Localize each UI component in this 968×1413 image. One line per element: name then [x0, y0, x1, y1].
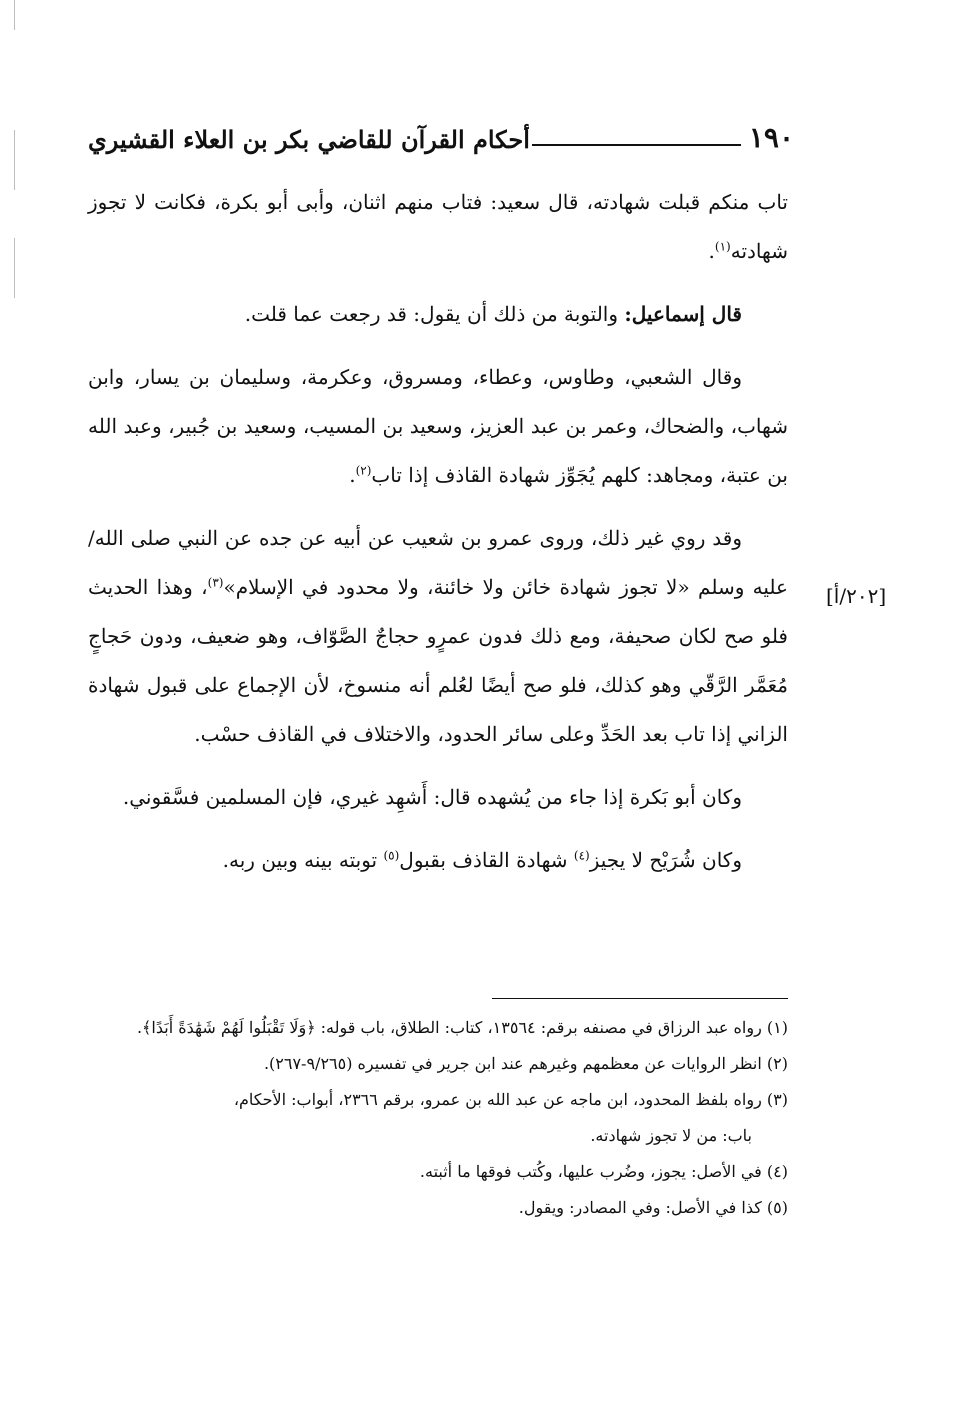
scan-edge-line — [14, 238, 15, 298]
paragraph-text: . — [708, 239, 715, 263]
paragraph-text: شهادة القاذف بقبول — [399, 848, 574, 872]
footnote-ref: (٤) — [573, 848, 590, 863]
footnote: (١) رواه عبد الرزاق في مصنفه برقم: ١٣٥٦٤، كتاب: الطلاق، باب قوله: ﴿وَلَا تَقْبَلُوا لَهُمْ شَهَٰدَةً أَبَدًا﴾. — [136, 1018, 788, 1037]
paragraph — [88, 836, 788, 885]
running-title: أحكام القرآن للقاضي بكر بن العلاء القشيري — [88, 125, 530, 154]
footnote-separator — [492, 998, 788, 999]
header-rule — [532, 144, 741, 146]
scan-edge-line — [14, 0, 15, 30]
footnote-continuation: باب: من لا تجوز شهادته. — [590, 1126, 752, 1145]
footnote: (٤) في الأصل: يجوز، وضُرب عليها، وكُتب فوقها ما أثبته. — [419, 1162, 788, 1181]
paragraph — [88, 353, 788, 500]
footnote: (٢) انظر الروايات عن معظمهم وغيرهم عند ابن جرير في تفسيره (٩/٢٦٥-٢٦٧). — [263, 1054, 788, 1073]
paragraph-text: وكان أبو بَكرة إذا جاء من يُشهده قال: أَشهِد غيري، فإن المسلمين فسَّقوني. — [122, 785, 742, 809]
footnote-ref: (١) — [714, 239, 731, 254]
page-header — [88, 112, 794, 152]
manuscript-folio-marker: [٢٠٢/أ] — [826, 584, 887, 608]
paragraph — [88, 290, 788, 339]
page-number: ١٩٠ — [748, 121, 794, 154]
paragraph-text: ، وهذا الحديث فلو صح لكان صحيفة، ومع ذلك فدون عمرٍو حجاجٌ الصَّوّاف، وهو ضعيف، ودون حَجاجٍ مُعَمَّر الرَّقّي وهو كذلك، فلو صح أيضًا لعُلم أنه منسوخ، لأن الإجماع على قبول شهادة الزاني إذا تاب بعد الحَدِّ وعلى سائر الحدود، والاختلاف في القاذف حسْب. — [88, 575, 788, 746]
paragraph — [88, 178, 788, 276]
footnote: (٥) كذا في الأصل: وفي المصادر: ويقول. — [518, 1198, 788, 1217]
paragraph-text: وقد روي غير ذلك، وروى عمرو بن شعيب عن أبيه عن جده عن النبي صلى الله/ عليه وسلم «لا تجوز شهادة خائن ولا خائنة، ولا محدود في الإسلام» — [88, 526, 788, 599]
footnote-ref: (٥) — [383, 848, 400, 863]
paragraph-text: وكان شُرَيْح لا يجيز — [589, 848, 742, 872]
paragraph-text: توبته بينه وبين ربه. — [222, 848, 384, 872]
paragraph — [88, 773, 788, 822]
footnotes — [88, 1010, 788, 1226]
paragraph-text: وقال الشعبي، وطاوس، وعطاء، ومسروق، وعكرمة، وسليمان بن يسار، وابن شهاب، والضحاك، وعمر بن عبد العزيز، وسعيد بن المسيب، وسعيد بن جُبير، وعبد الله بن عتبة، ومجاهد: كلهم يُجَوِّز شهادة القاذف إذا تاب — [88, 365, 788, 487]
paragraph-text: تاب منكم قبلت شهادته، قال سعيد: فتاب منهم اثنان، وأبى أبو بكرة، فكانت لا تجوز شهادته — [88, 190, 788, 263]
scan-edge-line — [14, 130, 15, 190]
main-text — [88, 178, 788, 899]
footnote-ref: (٣) — [207, 575, 224, 590]
footnote-ref: (٢) — [355, 463, 372, 478]
footnote: (٣) رواه بلفظ المحدود، ابن ماجه عن عبد الله بن عمرو، برقم ٢٣٦٦، أبواب: الأحكام، — [233, 1090, 788, 1109]
paragraph-text: . — [349, 463, 356, 487]
paragraph — [88, 514, 788, 759]
paragraph-text: والتوبة من ذلك أن يقول: قد رجعت عما قلت. — [244, 302, 625, 326]
speaker-label: قال إسماعيل: — [624, 302, 742, 326]
